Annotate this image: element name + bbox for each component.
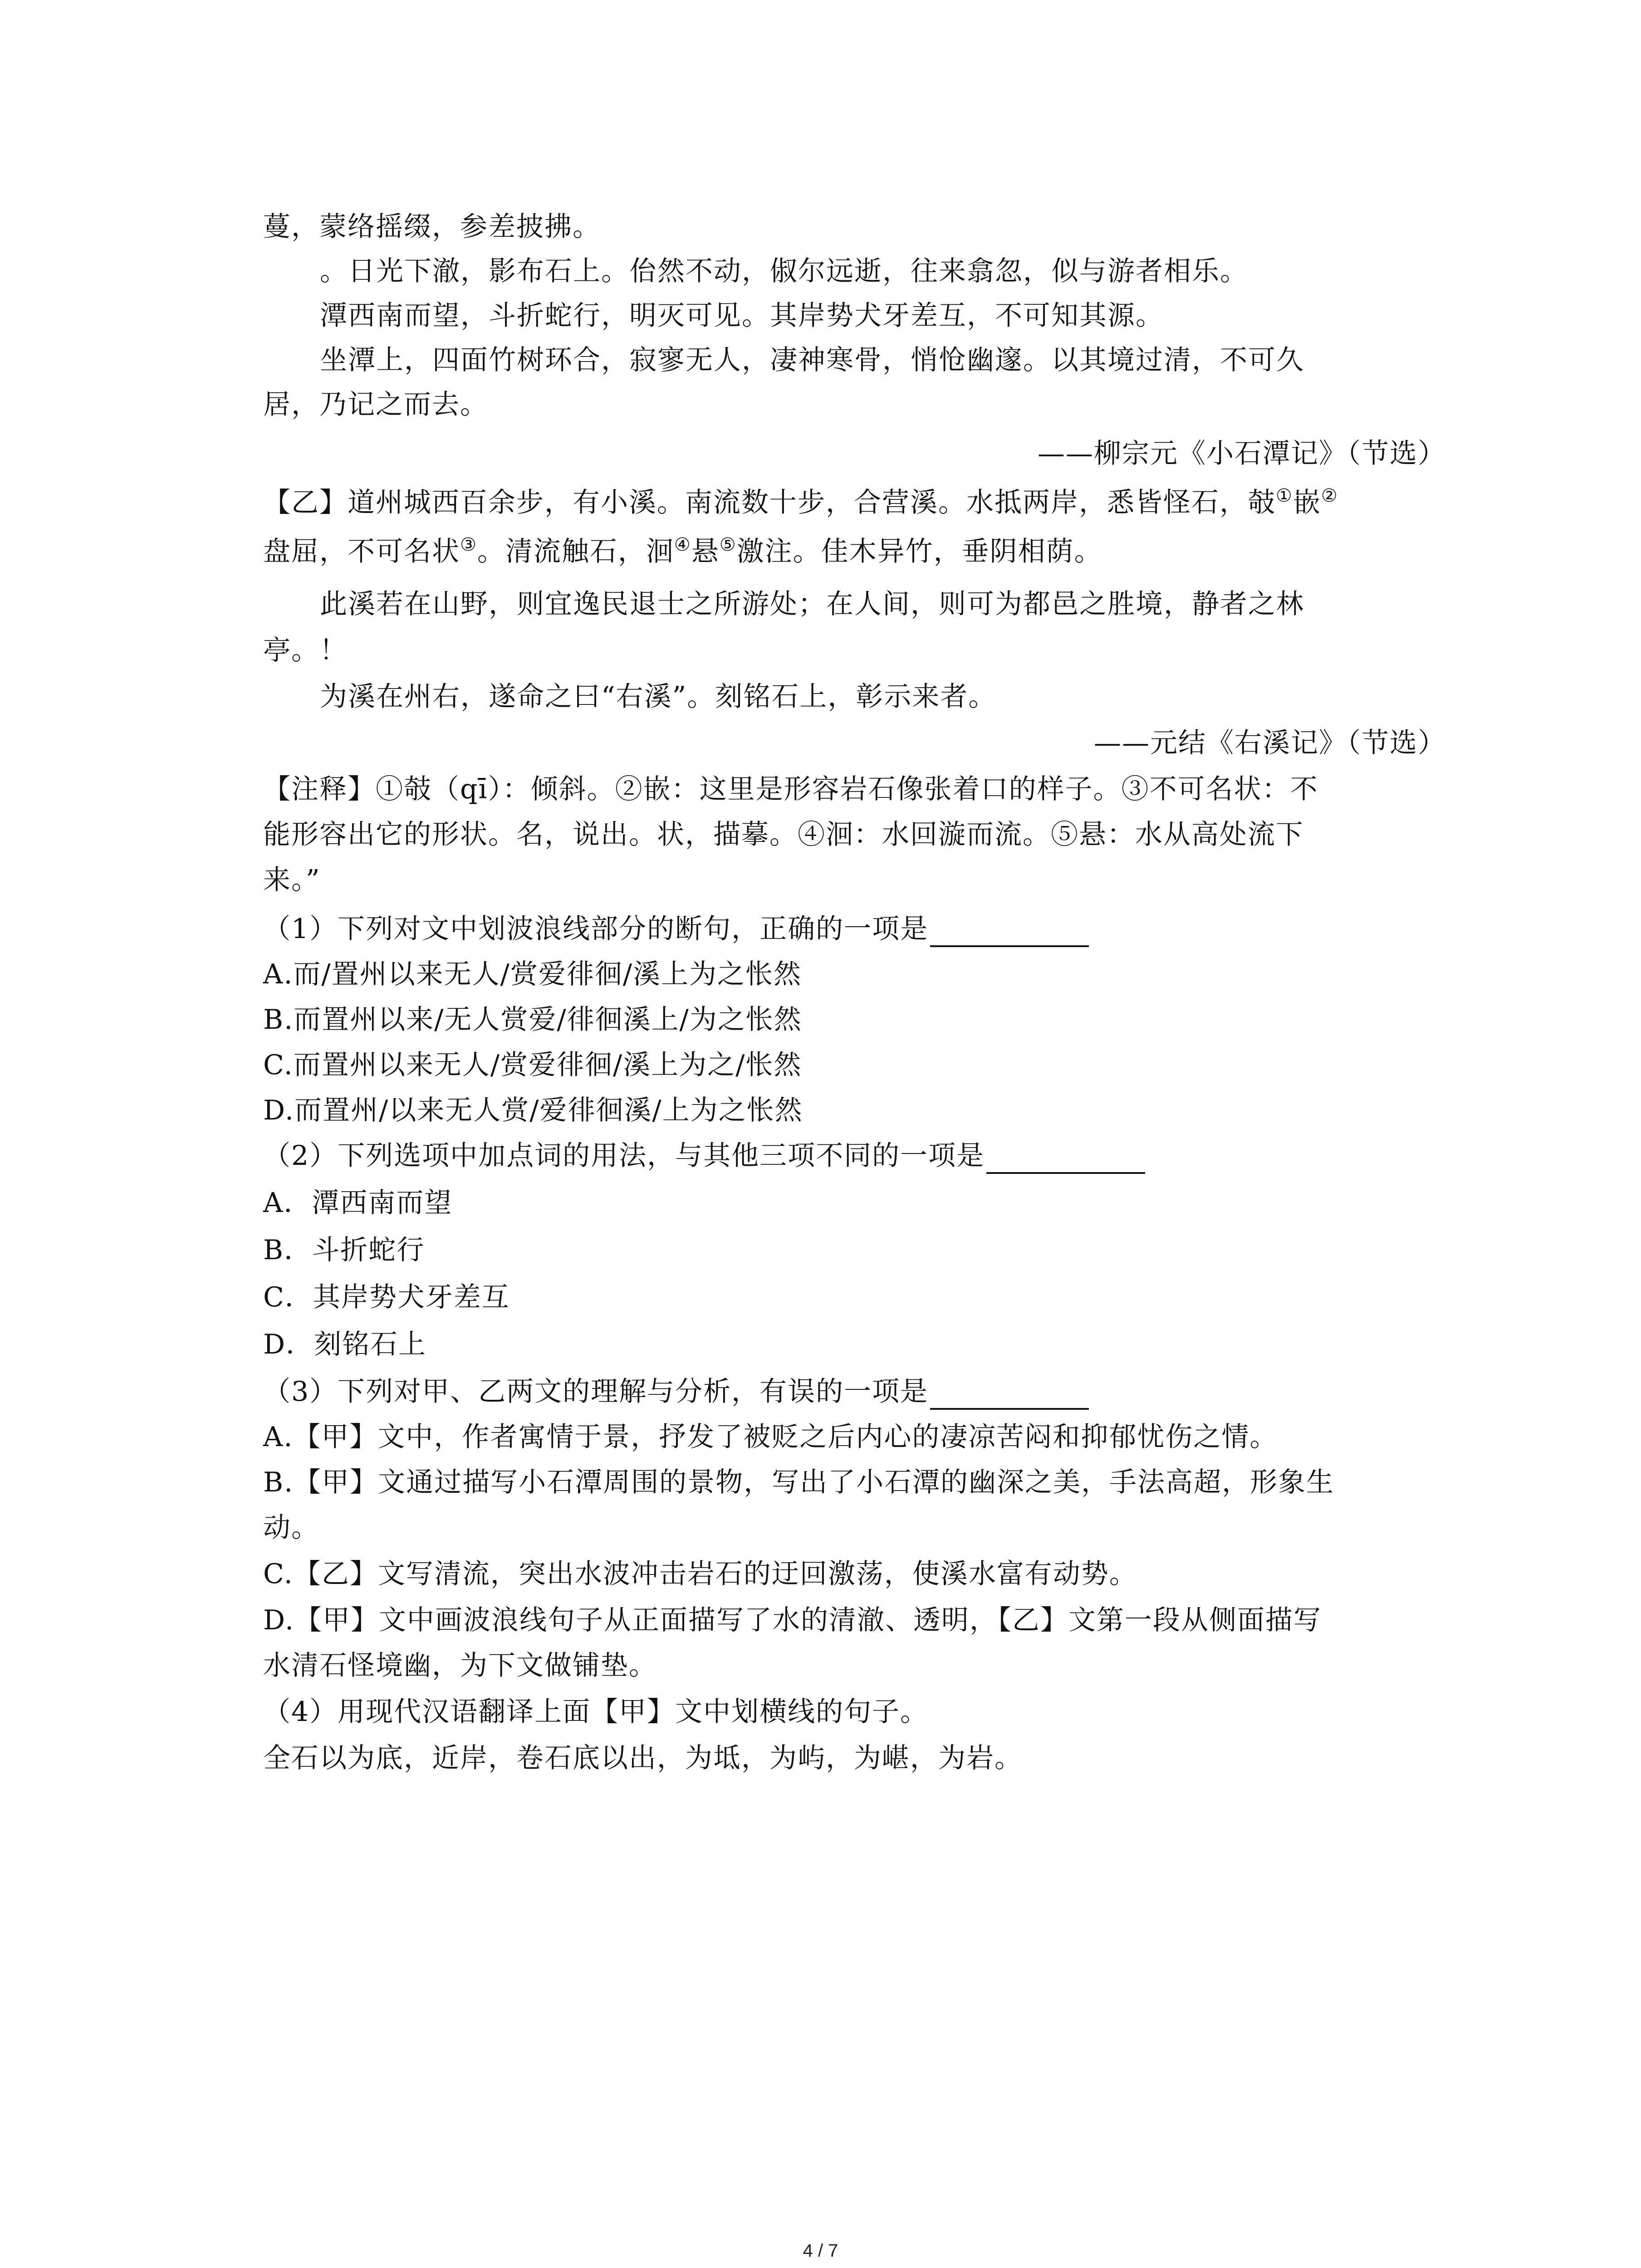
text-span: 悬 (691, 536, 720, 567)
passage-yi-line (263, 533, 1102, 573)
question-text: （2）下列选项中加点词的用法，与其他三项不同的一项是 (263, 1140, 985, 1172)
option: 水清石怪境幽，为下文做铺垫。 (263, 1650, 657, 1681)
text-span: 嵌 (1293, 487, 1321, 518)
text-span: 激注。佳木异竹，垂阴相荫。 (736, 536, 1102, 567)
question-2 (263, 1138, 1145, 1174)
text-span: 盘屈，不可名状 (263, 536, 460, 567)
option: 动。 (263, 1512, 319, 1544)
option: B.【甲】文通过描写小石潭周围的景物，写出了小石潭的幽深之美，手法高超，形象生 (263, 1466, 1335, 1498)
option: C．其岸势犬牙差互 (263, 1281, 510, 1313)
question-text: （1）下列对文中划波浪线部分的断句，正确的一项是 (263, 913, 929, 945)
answer-blank[interactable] (930, 1380, 1089, 1410)
text-line: 潭西南而望，斗折蛇行，明灭可见。其岸势犬牙差互，不可知其源。 (320, 300, 1164, 332)
annotation-line: 能形容出它的形状。名，说出。状，描摹。④洄：水回漩而流。⑤悬：水从高处流下 (263, 819, 1304, 850)
footnote-marker: ③ (460, 534, 477, 555)
text-line: 亭。！ (263, 635, 348, 666)
option: D．刻铭石上 (263, 1329, 427, 1360)
text-line: 此溪若在山野，则宜逸民退士之所游处；在人间，则可为都邑之胜境，静者之林 (320, 588, 1304, 620)
page-number: 4 / 7 (803, 2241, 838, 2261)
option: B．斗折蛇行 (263, 1234, 425, 1266)
source-attribution: ——元结《右溪记》（节选） (1094, 727, 1446, 759)
option: A.【甲】文中，作者寓情于景，抒发了被贬之后内心的凄凉苦闷和抑郁忧伤之情。 (263, 1421, 1278, 1453)
option: A.而/置州以来无人/赏爱徘徊/溪上为之怅然 (263, 958, 802, 990)
option: C.【乙】文写清流，突出水波冲击岩石的迂回激荡，使溪水富有动势。 (263, 1558, 1137, 1590)
option: B.而置州以来/无人赏爱/徘徊溪上/为之怅然 (263, 1004, 802, 1036)
text-line: 为溪在州右，遂命之曰“右溪”。刻铭石上，彰示来者。 (320, 681, 997, 713)
option: D.【甲】文中画波浪线句子从正面描写了水的清澈、透明，【乙】文第一段从侧面描写 (263, 1604, 1322, 1636)
question-text: （3）下列对甲、乙两文的理解与分析，有误的一项是 (263, 1376, 929, 1408)
text-line: 居，乃记之而去。 (263, 389, 488, 420)
question-4: （4）用现代汉语翻译上面【甲】文中划横线的句子。 (263, 1696, 929, 1728)
translation-sentence: 全石以为底，近岸，卷石底以出，为坻，为屿，为嵁，为岩。 (263, 1742, 1023, 1774)
text-span: 【乙】道州城西百余步，有小溪。南流数十步，合营溪。水抵两岸，悉皆怪石，攲 (263, 487, 1276, 518)
option: D.而置州/以来无人赏/爱徘徊溪/上为之怅然 (263, 1095, 803, 1126)
question-3 (263, 1374, 1089, 1410)
passage-yi-line (263, 484, 1338, 524)
text-line: 坐潭上，四面竹树环合，寂寥无人，凄神寒骨，悄怆幽邃。以其境过清，不可久 (320, 344, 1304, 376)
option: C.而置州以来无人/赏爱徘徊/溪上为之/怅然 (263, 1049, 802, 1081)
footnote-marker: ④ (674, 534, 691, 555)
footnote-marker: ① (1276, 485, 1293, 506)
text-line: 。日光下澈，影布石上。佁然不动，俶尔远逝，往来翕忽，似与游者相乐。 (320, 255, 1248, 287)
option: A．潭西南而望 (263, 1187, 453, 1219)
answer-blank[interactable] (930, 917, 1089, 947)
source-attribution: ——柳宗元《小石潭记》（节选） (1038, 438, 1446, 469)
annotation-line: 【注释】①攲（qī）：倾斜。②嵌：这里是形容岩石像张着口的样子。③不可名状：不 (263, 773, 1318, 805)
text-line: 蔓，蒙络摇缀，参差披拂。 (263, 211, 601, 243)
text-span: 。清流触石，洄 (477, 536, 674, 567)
answer-blank[interactable] (986, 1144, 1145, 1174)
question-1 (263, 911, 1089, 947)
annotation-line: 来。” (263, 864, 321, 896)
footnote-marker: ② (1321, 485, 1338, 506)
footnote-marker: ⑤ (719, 534, 737, 555)
